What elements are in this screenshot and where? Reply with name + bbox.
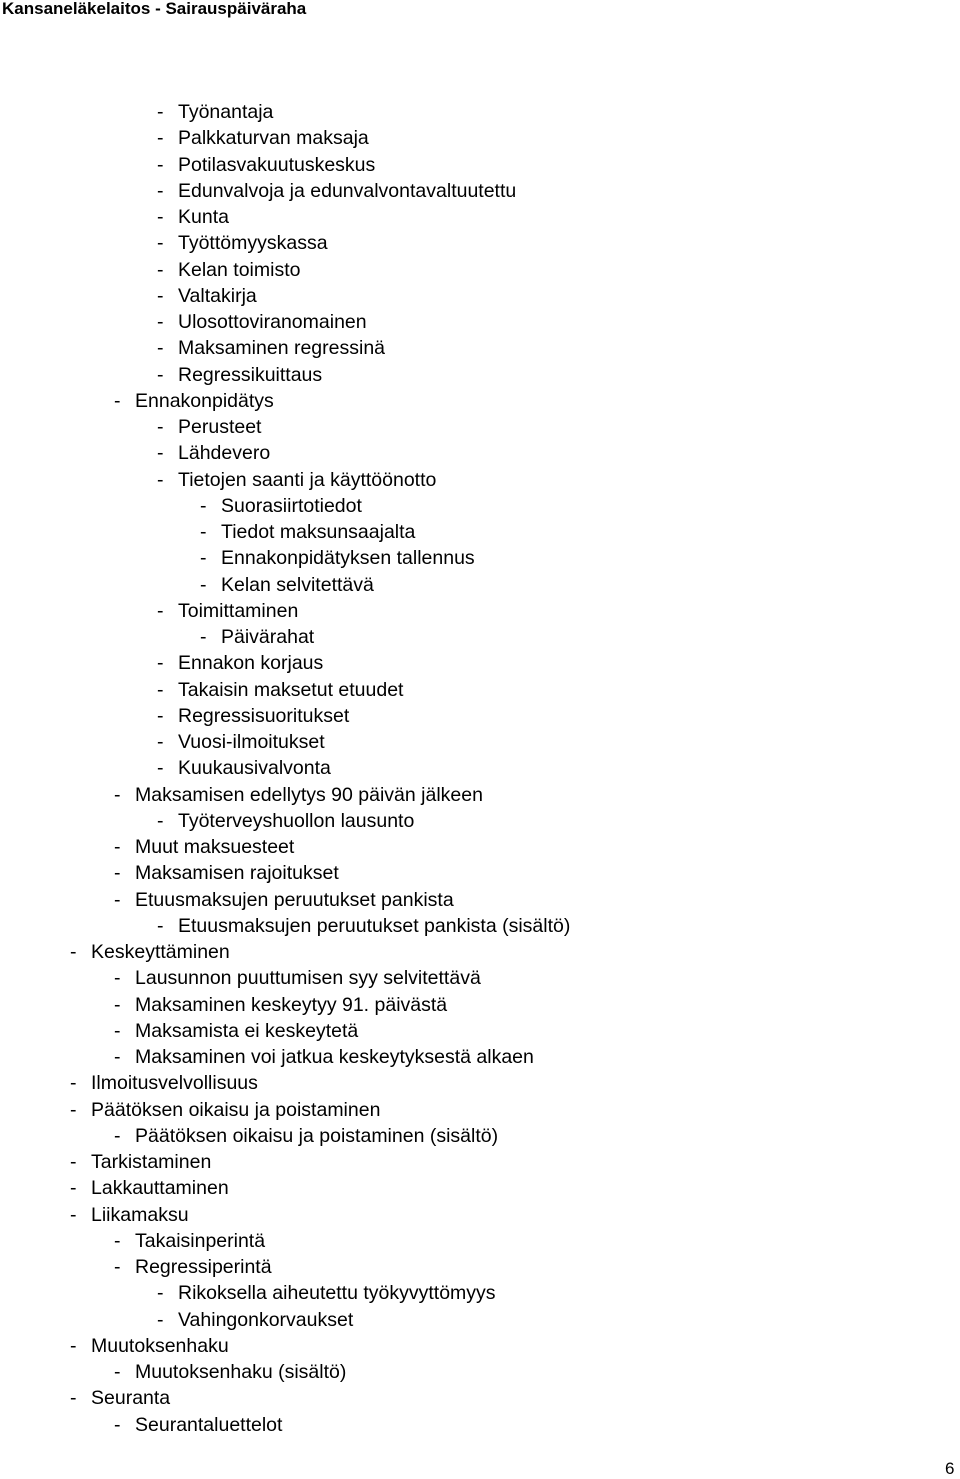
toc-item-label: Tarkistaminen	[91, 1151, 212, 1173]
toc-item-dash: -	[157, 652, 164, 674]
toc-item-label: Etuusmaksujen peruutukset pankista (sisältö)	[178, 915, 571, 937]
toc-item-dash: -	[157, 600, 164, 622]
toc-item	[114, 1044, 534, 1070]
toc-item	[157, 440, 270, 466]
toc-item-label: Maksaminen regressinä	[178, 337, 386, 359]
toc-item-dash: -	[70, 1099, 77, 1121]
toc-item-label: Ilmoitusvelvollisuus	[91, 1072, 258, 1094]
toc-item-dash: -	[70, 1151, 77, 1173]
toc-item-dash: -	[157, 810, 164, 832]
toc-item-dash: -	[157, 705, 164, 727]
document-header: Kansaneläkelaitos - Sairauspäiväraha	[2, 0, 307, 18]
toc-item-dash: -	[157, 337, 164, 359]
toc-item-dash: -	[157, 101, 164, 123]
toc-item-dash: -	[157, 180, 164, 202]
toc-item-dash: -	[114, 1125, 121, 1147]
toc-item-dash: -	[157, 311, 164, 333]
toc-item-dash: -	[114, 967, 121, 989]
toc-item-label: Ennakon korjaus	[178, 652, 324, 674]
toc-item	[157, 283, 257, 309]
toc-item-dash: -	[157, 416, 164, 438]
toc-item-label: Lähdevero	[178, 442, 271, 464]
toc-item-label: Potilasvakuutuskeskus	[178, 154, 376, 176]
toc-item-label: Työterveyshuollon lausunto	[178, 810, 415, 832]
toc-item-dash: -	[200, 626, 207, 648]
toc-item-label: Seurantaluettelot	[135, 1414, 283, 1436]
toc-item-dash: -	[70, 1335, 77, 1357]
toc-item-label: Seuranta	[91, 1387, 171, 1409]
toc-item	[200, 493, 362, 519]
toc-item-dash: -	[114, 889, 121, 911]
toc-item-dash: -	[70, 1072, 77, 1094]
toc-item-label: Työttömyyskassa	[178, 232, 328, 254]
toc-item	[157, 467, 436, 493]
toc-item-label: Ennakonpidätys	[135, 390, 274, 412]
toc-item-dash: -	[70, 941, 77, 963]
toc-item	[114, 1412, 282, 1438]
toc-item-label: Liikamaksu	[91, 1204, 189, 1226]
toc-item	[157, 913, 570, 939]
toc-item-label: Valtakirja	[178, 285, 257, 307]
toc-item	[114, 1018, 358, 1044]
toc-item	[114, 782, 483, 808]
toc-item-label: Vahingonkorvaukset	[178, 1309, 354, 1331]
toc-item-dash: -	[200, 521, 207, 543]
toc-item	[157, 204, 229, 230]
toc-item	[114, 834, 294, 860]
toc-item-dash: -	[114, 836, 121, 858]
toc-item	[114, 860, 339, 886]
toc-item-label: Kunta	[178, 206, 229, 228]
toc-item	[114, 1123, 498, 1149]
toc-item-label: Maksamisen edellytys 90 päivän jälkeen	[135, 784, 483, 806]
toc-item-dash: -	[114, 1414, 121, 1436]
toc-item	[157, 125, 369, 151]
toc-item-label: Regressikuittaus	[178, 364, 323, 386]
toc-item-label: Suorasiirtotiedot	[221, 495, 362, 517]
toc-item	[114, 992, 447, 1018]
toc-item	[157, 335, 385, 361]
toc-item-dash: -	[157, 154, 164, 176]
toc-item-label: Maksaminen voi jatkua keskeytyksestä alkaen	[135, 1046, 534, 1068]
toc-item-dash: -	[70, 1204, 77, 1226]
toc-item	[157, 729, 325, 755]
toc-item	[157, 677, 403, 703]
toc-item	[157, 1280, 496, 1306]
toc-item-label: Päätöksen oikaisu ja poistaminen	[91, 1099, 381, 1121]
toc-item-dash: -	[114, 1256, 121, 1278]
toc-item-label: Perusteet	[178, 416, 262, 438]
toc-item-label: Tiedot maksunsaajalta	[221, 521, 416, 543]
toc-item-label: Toimittaminen	[178, 600, 299, 622]
toc-item-dash: -	[157, 206, 164, 228]
toc-item-dash: -	[157, 285, 164, 307]
toc-item	[200, 572, 374, 598]
toc-item	[114, 1228, 265, 1254]
toc-item-label: Päätöksen oikaisu ja poistaminen (sisältö)	[135, 1125, 499, 1147]
toc-item-dash: -	[114, 862, 121, 884]
toc-item	[70, 1070, 258, 1096]
toc-item-label: Kelan toimisto	[178, 259, 301, 281]
toc-item	[157, 178, 516, 204]
toc-item	[70, 1097, 380, 1123]
toc-item	[70, 1385, 170, 1411]
toc-item-label: Takaisin maksetut etuudet	[178, 679, 404, 701]
toc-item-dash: -	[70, 1177, 77, 1199]
toc-item	[114, 1254, 272, 1280]
toc-item	[157, 414, 261, 440]
toc-item-dash: -	[114, 1046, 121, 1068]
toc-item	[157, 1307, 353, 1333]
toc-item-dash: -	[157, 731, 164, 753]
toc-item-dash: -	[114, 390, 121, 412]
toc-item-label: Maksamisen rajoitukset	[135, 862, 339, 884]
toc-item	[114, 1359, 346, 1385]
toc-item	[157, 257, 300, 283]
toc-item-label: Regressisuoritukset	[178, 705, 350, 727]
toc-item-label: Muutoksenhaku	[91, 1335, 229, 1357]
toc-item-label: Edunvalvoja ja edunvalvontavaltuutettu	[178, 180, 517, 202]
toc-item-label: Maksamista ei keskeytetä	[135, 1020, 359, 1042]
toc-item-dash: -	[200, 547, 207, 569]
toc-item-label: Ennakonpidätyksen tallennus	[221, 547, 475, 569]
toc-item	[114, 388, 274, 414]
toc-item-dash: -	[157, 232, 164, 254]
toc-item-dash: -	[200, 574, 207, 596]
toc-item-dash: -	[114, 1020, 121, 1042]
toc-item-label: Työnantaja	[178, 101, 274, 123]
toc-item	[157, 152, 375, 178]
toc-item-label: Keskeyttäminen	[91, 941, 230, 963]
toc-item	[157, 309, 367, 335]
toc-item-label: Tietojen saanti ja käyttöönotto	[178, 469, 437, 491]
toc-item-label: Ulosottoviranomainen	[178, 311, 367, 333]
toc-item	[157, 99, 273, 125]
toc-item-dash: -	[157, 1282, 164, 1304]
toc-item-dash: -	[200, 495, 207, 517]
toc-item-label: Päivärahat	[221, 626, 315, 648]
toc-item-label: Palkkaturvan maksaja	[178, 127, 369, 149]
toc-item-label: Vuosi-ilmoitukset	[178, 731, 325, 753]
toc-item-label: Takaisinperintä	[135, 1230, 266, 1252]
toc-item-label: Muut maksuesteet	[135, 836, 295, 858]
toc-item-dash: -	[157, 364, 164, 386]
toc-item-dash: -	[114, 784, 121, 806]
page-number: 6	[945, 1459, 955, 1478]
toc-item-label: Lakkauttaminen	[91, 1177, 229, 1199]
toc-item-label: Regressiperintä	[135, 1256, 272, 1278]
toc-item-dash: -	[114, 994, 121, 1016]
toc-item-dash: -	[157, 469, 164, 491]
toc-item-dash: -	[114, 1230, 121, 1252]
toc-item	[70, 1149, 211, 1175]
toc-item	[157, 230, 328, 256]
toc-item-label: Muutoksenhaku (sisältö)	[135, 1361, 347, 1383]
toc-item	[200, 624, 314, 650]
toc-item	[157, 755, 331, 781]
toc-item	[70, 1202, 189, 1228]
toc-item-dash: -	[114, 1361, 121, 1383]
toc-item-label: Etuusmaksujen peruutukset pankista	[135, 889, 454, 911]
toc-item-dash: -	[157, 757, 164, 779]
toc-item-dash: -	[157, 127, 164, 149]
toc-item	[157, 650, 323, 676]
toc-item	[157, 703, 349, 729]
toc-item	[157, 598, 298, 624]
toc-item-dash: -	[157, 259, 164, 281]
toc-item	[200, 545, 475, 571]
toc-item	[114, 887, 454, 913]
toc-item	[70, 1333, 229, 1359]
toc-item-label: Kuukausivalvonta	[178, 757, 331, 779]
toc-item-label: Maksaminen keskeytyy 91. päivästä	[135, 994, 448, 1016]
toc-item-dash: -	[157, 1309, 164, 1331]
toc-item-dash: -	[157, 915, 164, 937]
toc-item-label: Kelan selvitettävä	[221, 574, 374, 596]
toc-item	[157, 362, 322, 388]
toc-item-dash: -	[157, 442, 164, 464]
toc-item	[200, 519, 415, 545]
toc-item	[70, 1175, 229, 1201]
toc-item-label: Rikoksella aiheutettu työkyvyttömyys	[178, 1282, 496, 1304]
toc-item-label: Lausunnon puuttumisen syy selvitettävä	[135, 967, 481, 989]
toc-item	[157, 808, 414, 834]
toc-item	[114, 965, 481, 991]
toc-item-dash: -	[157, 679, 164, 701]
toc-item-dash: -	[70, 1387, 77, 1409]
toc-item	[70, 939, 230, 965]
